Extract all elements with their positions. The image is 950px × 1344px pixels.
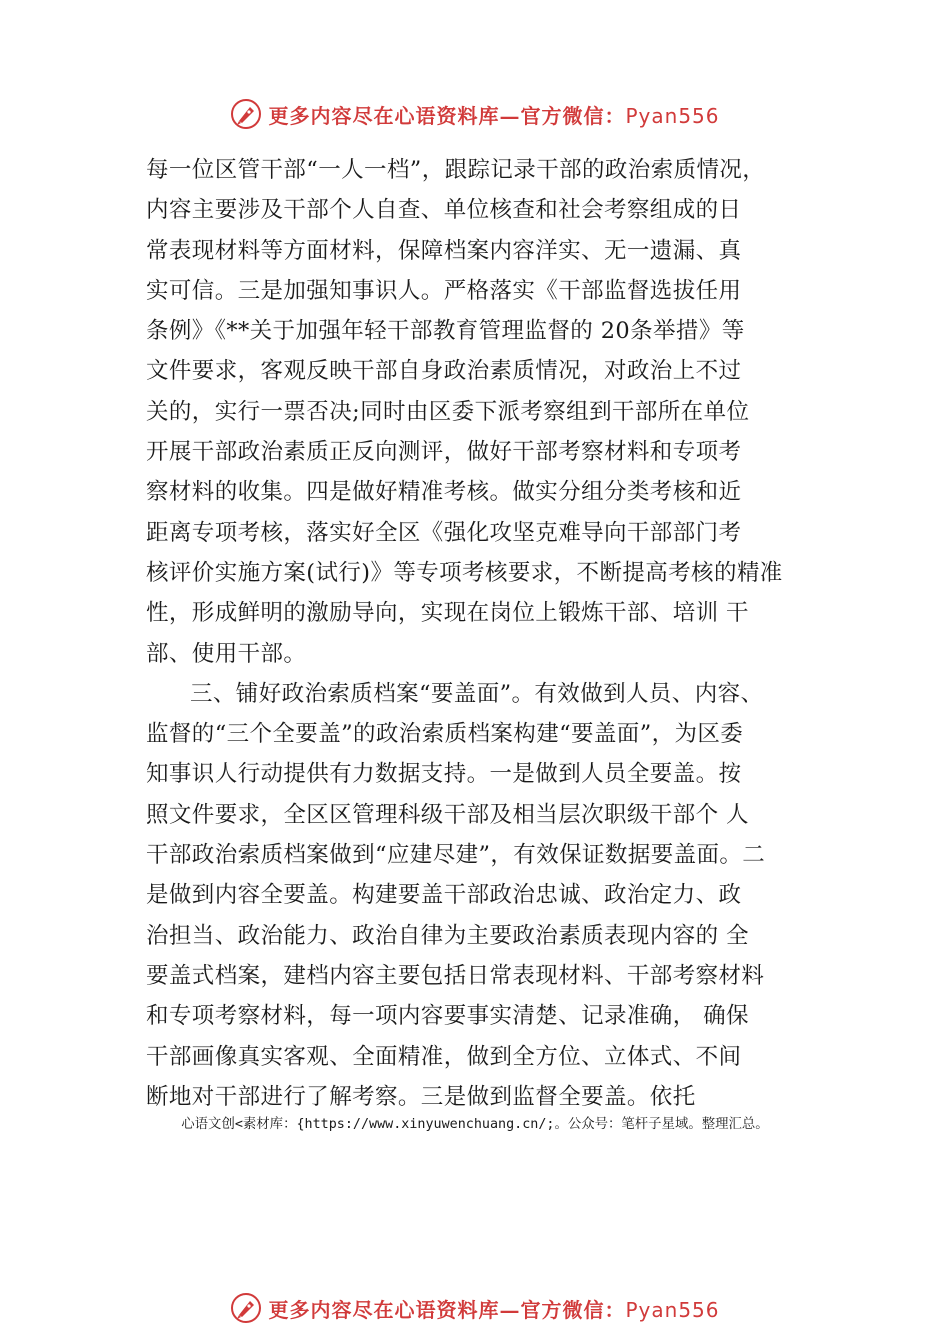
text-line: 要盖式档案，建档内容主要包括日常表现材料、干部考察材料	[146, 962, 765, 989]
banner-official-label: 官方微信：	[520, 103, 626, 128]
banner-wechat-id: Pyan556	[625, 1297, 720, 1322]
text-line: 核评价实施方案(试行)》等专项考核要求，不断提高考核的精准	[146, 559, 783, 586]
banner-main-text: 更多内容尽在心语资料库	[268, 103, 500, 128]
text-line: 知事识人行动提供有力数据支持。一是做到人员全要盖。按	[146, 761, 742, 788]
source-note: 心语文创<素材库：{https://www.xinyuwenchuang.cn/;。公众号：笔杆子星域。整理汇总。	[181, 1117, 769, 1132]
text-line: 常表现材料等方面材料，保障档案内容洋实、无一遗漏、真	[146, 237, 742, 264]
text-line: 开展干部政治素质正反向测评，做好干部考察材料和专项考	[146, 439, 742, 466]
text-line: 性，形成鲜明的激励导向，实现在岗位上锻炼干部、培训 干	[146, 600, 749, 627]
document-body	[146, 150, 836, 1117]
banner-wechat-id: Pyan556	[625, 103, 720, 128]
text-line: 每一位区管干部“一人一档”，跟踪记录干部的政治索质情况，	[146, 157, 766, 183]
section-heading-line: 三、铺好政治索质档案“要盖面”。有效做到人员、内容、	[190, 680, 764, 707]
banner-title	[268, 100, 719, 129]
banner-main-text: 更多内容尽在心语资料库	[268, 1297, 500, 1322]
text-line: 内容主要涉及干部个人自查、单位核查和社会考察组成的日	[146, 197, 742, 224]
text-line: 距离专项考核，落实好全区《强化攻坚克难导向干部部门考	[146, 519, 742, 546]
text-line: 文件要求，客观反映干部自身政治素质情况，对政治上不过	[146, 358, 742, 385]
text-line: 断地对干部进行了解考察。三是做到监督全要盖。依托	[146, 1083, 696, 1110]
text-line: 监督的“三个全要盖”的政治索质档案构建“要盖面”，为区委	[146, 721, 744, 748]
banner-separator: —	[499, 1297, 521, 1322]
banner-title	[268, 1294, 719, 1323]
text-line: 照文件要求，全区区管理科级干部及相当层次职级干部个 人	[146, 801, 749, 828]
text-line: 干部画像真实客观、全面精准，做到全方位、立体式、不间	[146, 1043, 742, 1070]
text-line: 关的，实行一票否决;同时由区委下派考察组到干部所在单位	[146, 398, 750, 425]
text-line: 和专项考察材料，每一项内容要事实清楚、记录准确， 确保	[146, 1003, 749, 1030]
header-banner	[0, 94, 950, 134]
text-line: 治担当、政治能力、政治自律为主要政治素质表现内容的 全	[146, 922, 749, 949]
text-line: 干部政治索质档案做到“应建尽建”，有效保证数据要盖面。二	[146, 842, 766, 869]
pen-nib-logo-icon	[230, 98, 262, 130]
text-line: 是做到内容全要盖。构建要盖干部政治忠诚、政治定力、政	[146, 882, 742, 909]
text-line: 察材料的收集。四是做好精准考核。做实分组分类考核和近	[146, 479, 742, 506]
footer-banner	[0, 1288, 950, 1328]
text-line: 实可信。三是加强知事识人。严格落实《干部监督选拔任用	[146, 277, 742, 304]
banner-official-label: 官方微信：	[520, 1297, 626, 1322]
pen-nib-logo-icon	[230, 1292, 262, 1324]
banner-separator: —	[499, 103, 521, 128]
text-line: 条例》《**关于加强年轻干部教育管理监督的 20条举措》等	[146, 318, 745, 345]
text-line: 部、使用干部。	[146, 640, 307, 667]
